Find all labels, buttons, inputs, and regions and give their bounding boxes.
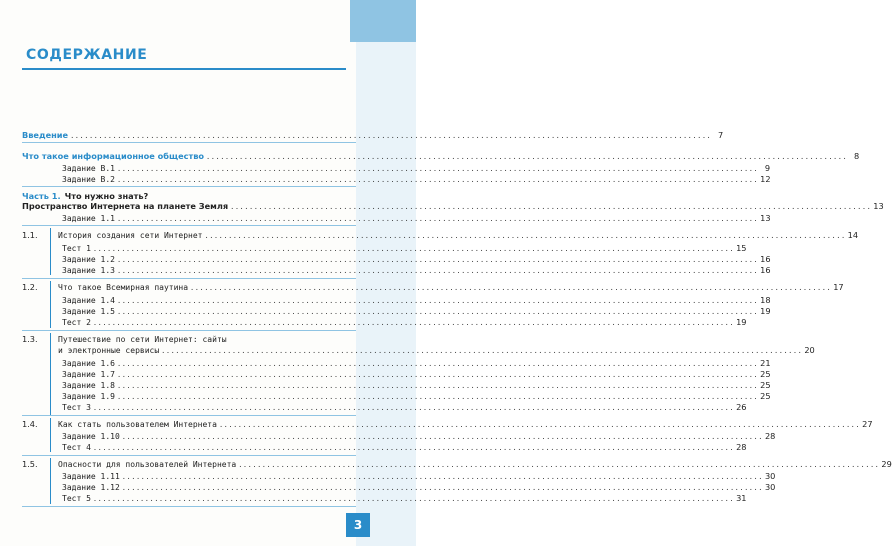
- toc-item[interactable]: [62, 243, 747, 254]
- leader-dots: ........................................................................................................................................: [116, 382, 759, 390]
- toc-item[interactable]: [62, 442, 747, 453]
- toc-item[interactable]: [62, 431, 776, 442]
- toc-page-number: 7: [718, 130, 724, 140]
- toc-item[interactable]: [62, 482, 776, 493]
- leader-dots: ........................................................................................................................................: [230, 203, 872, 211]
- toc-label: Задание В.2: [62, 175, 115, 184]
- toc-item[interactable]: [62, 295, 771, 306]
- toc-label: Задание 1.8: [62, 381, 115, 390]
- chapter-number: 1.4.: [22, 419, 38, 429]
- leader-dots: ........................................................................................................................................: [116, 215, 759, 223]
- toc-entry-intro[interactable]: [22, 130, 724, 141]
- divider: [22, 278, 356, 279]
- toc-label: Задание 1.1: [62, 214, 115, 223]
- divider: [22, 506, 356, 507]
- leader-dots: ........................................................................................................................................: [116, 371, 759, 379]
- leader-dots: ........................................................................................................................................: [121, 484, 763, 492]
- toc-item[interactable]: [62, 163, 771, 174]
- toc-page-number: 29: [881, 459, 892, 469]
- toc-item[interactable]: [62, 471, 776, 482]
- toc-item[interactable]: [62, 493, 747, 504]
- toc-page-number: 14: [847, 230, 859, 240]
- toc-label: Тест 2: [62, 318, 91, 327]
- toc-label: и электронные сервисы: [58, 346, 160, 355]
- toc-item[interactable]: [62, 402, 747, 413]
- part-title: Что нужно знать?: [64, 191, 149, 201]
- toc-chapter[interactable]: [22, 230, 859, 241]
- leader-dots: ........................................................................................................................................: [121, 433, 763, 441]
- leader-dots: ........................................................................................................................................: [238, 461, 880, 469]
- divider: [22, 225, 356, 226]
- chapter-number: 1.5.: [22, 459, 38, 469]
- toc-label: Как стать пользователем Интернета: [58, 420, 217, 429]
- toc-entry-section[interactable]: [22, 201, 884, 212]
- toc-label: Задание 1.3: [62, 266, 115, 275]
- leader-dots: ........................................................................................................................................: [92, 444, 735, 452]
- leader-dots: ........................................................................................................................................: [190, 284, 832, 292]
- toc-page-number: 19: [760, 306, 771, 316]
- leader-dots: ........................................................................................................................................: [161, 347, 803, 355]
- toc-page-number: 27: [862, 419, 873, 429]
- toc-label: Опасности для пользователей Интернета: [58, 460, 237, 469]
- toc-page-number: 13: [760, 213, 771, 223]
- toc-item[interactable]: [62, 317, 747, 328]
- toc-page-number: 28: [764, 431, 776, 441]
- toc-label: Задание 1.6: [62, 359, 115, 368]
- toc-page-number: 21: [760, 358, 771, 368]
- toc-chapter[interactable]: [22, 282, 844, 293]
- toc-item[interactable]: [62, 369, 771, 380]
- table-of-contents: [22, 70, 892, 532]
- toc-page-number: 19: [736, 317, 747, 327]
- toc-item[interactable]: [62, 391, 771, 402]
- page-number-badge: 3: [346, 513, 370, 537]
- toc-page-number: 26: [736, 402, 747, 412]
- toc-item[interactable]: [62, 174, 771, 185]
- chapter-number: 1.1.: [22, 230, 38, 240]
- leader-dots: ........................................................................................................................................: [116, 393, 759, 401]
- top-corner-tab: [350, 0, 416, 42]
- leader-dots: ........................................................................................................................................: [92, 495, 735, 503]
- toc-label: Путешествие по сети Интернет: сайты: [58, 335, 227, 344]
- toc-page-number: 12: [760, 174, 771, 184]
- toc-chapter[interactable]: [22, 419, 873, 430]
- leader-dots: ........................................................................................................................................: [116, 308, 759, 316]
- toc-item[interactable]: [62, 254, 771, 265]
- leader-dots: ........................................................................................................................................: [92, 245, 735, 253]
- toc-page-number: 15: [736, 243, 747, 253]
- toc-page-number: 30: [764, 482, 776, 492]
- toc-label: Введение: [22, 130, 69, 140]
- toc-label: Задание 1.12: [62, 483, 120, 492]
- toc-label: История создания сети Интернет: [58, 231, 203, 240]
- leader-dots: ........................................................................................................................................: [116, 256, 759, 264]
- divider: [22, 330, 356, 331]
- toc-page-number: 25: [760, 380, 771, 390]
- toc-label: Тест 4: [62, 443, 91, 452]
- toc-page-number: 8: [853, 151, 860, 161]
- part-label: Часть 1.: [22, 191, 61, 201]
- leader-dots: ........................................................................................................................................: [116, 360, 759, 368]
- toc-page-number: 13: [873, 201, 884, 211]
- toc-item[interactable]: [62, 380, 771, 391]
- part-heading: [22, 191, 356, 201]
- chapter-bar: [50, 333, 51, 415]
- toc-page-number: 20: [804, 345, 815, 355]
- toc-label: Задание 1.2: [62, 255, 115, 264]
- leader-dots: ........................................................................................................................................: [121, 473, 763, 481]
- toc-chapter-continued[interactable]: [58, 345, 815, 356]
- chapter-number: 1.3.: [22, 334, 38, 344]
- toc-item[interactable]: [62, 265, 771, 276]
- toc-label: Тест 3: [62, 403, 91, 412]
- toc-label: Задание 1.4: [62, 296, 115, 305]
- leader-dots: ........................................................................................................................................: [206, 153, 848, 161]
- leader-dots: ........................................................................................................................................: [116, 165, 759, 173]
- toc-page-number: 18: [760, 295, 771, 305]
- leader-dots: ........................................................................................................................................: [92, 404, 735, 412]
- leader-dots: ........................................................................................................................................: [116, 267, 759, 275]
- leader-dots: ........................................................................................................................................: [218, 421, 861, 429]
- toc-page-number: 16: [760, 254, 771, 264]
- toc-item[interactable]: [62, 213, 771, 224]
- divider: [22, 186, 356, 187]
- leader-dots: ........................................................................................................................................: [116, 297, 759, 305]
- toc-page-number: 28: [736, 442, 747, 452]
- toc-page-number: 31: [736, 493, 747, 503]
- leader-dots: ........................................................................................................................................: [204, 232, 846, 240]
- leader-dots: ........................................................................................................................................: [116, 176, 759, 184]
- toc-page-number: 17: [833, 282, 844, 292]
- toc-label: Пространство Интернета на планете Земля: [22, 201, 229, 211]
- toc-label: Задание 1.10: [62, 432, 120, 441]
- divider: [22, 142, 356, 143]
- leader-dots: ........................................................................................................................................: [92, 319, 735, 327]
- toc-page-number: 16: [760, 265, 771, 275]
- toc-page-number: 30: [764, 471, 776, 481]
- toc-label: Что такое Всемирная паутина: [58, 283, 189, 292]
- toc-page-number: 25: [760, 391, 771, 401]
- toc-label: Задание 1.11: [62, 472, 120, 481]
- divider: [22, 455, 356, 456]
- toc-page-number: 9: [764, 163, 771, 173]
- toc-chapter[interactable]: [22, 459, 892, 470]
- toc-chapter[interactable]: [22, 334, 356, 345]
- toc-item[interactable]: [62, 358, 771, 369]
- divider: [22, 415, 356, 416]
- toc-label: Задание 1.9: [62, 392, 115, 401]
- leader-dots: ........................................................................................................................................: [70, 132, 712, 140]
- toc-label: Задание 1.7: [62, 370, 115, 379]
- toc-page-number: 25: [760, 369, 771, 379]
- toc-entry-info-society[interactable]: [22, 151, 860, 162]
- page-title: СОДЕРЖАНИЕ: [26, 47, 148, 63]
- chapter-number: 1.2.: [22, 282, 38, 292]
- toc-label: Тест 1: [62, 244, 91, 253]
- toc-item[interactable]: [62, 306, 771, 317]
- toc-label: Задание 1.5: [62, 307, 115, 316]
- toc-label: Тест 5: [62, 494, 91, 503]
- toc-label: Что такое информационное общество: [22, 151, 205, 161]
- toc-label: Задание В.1: [62, 164, 115, 173]
